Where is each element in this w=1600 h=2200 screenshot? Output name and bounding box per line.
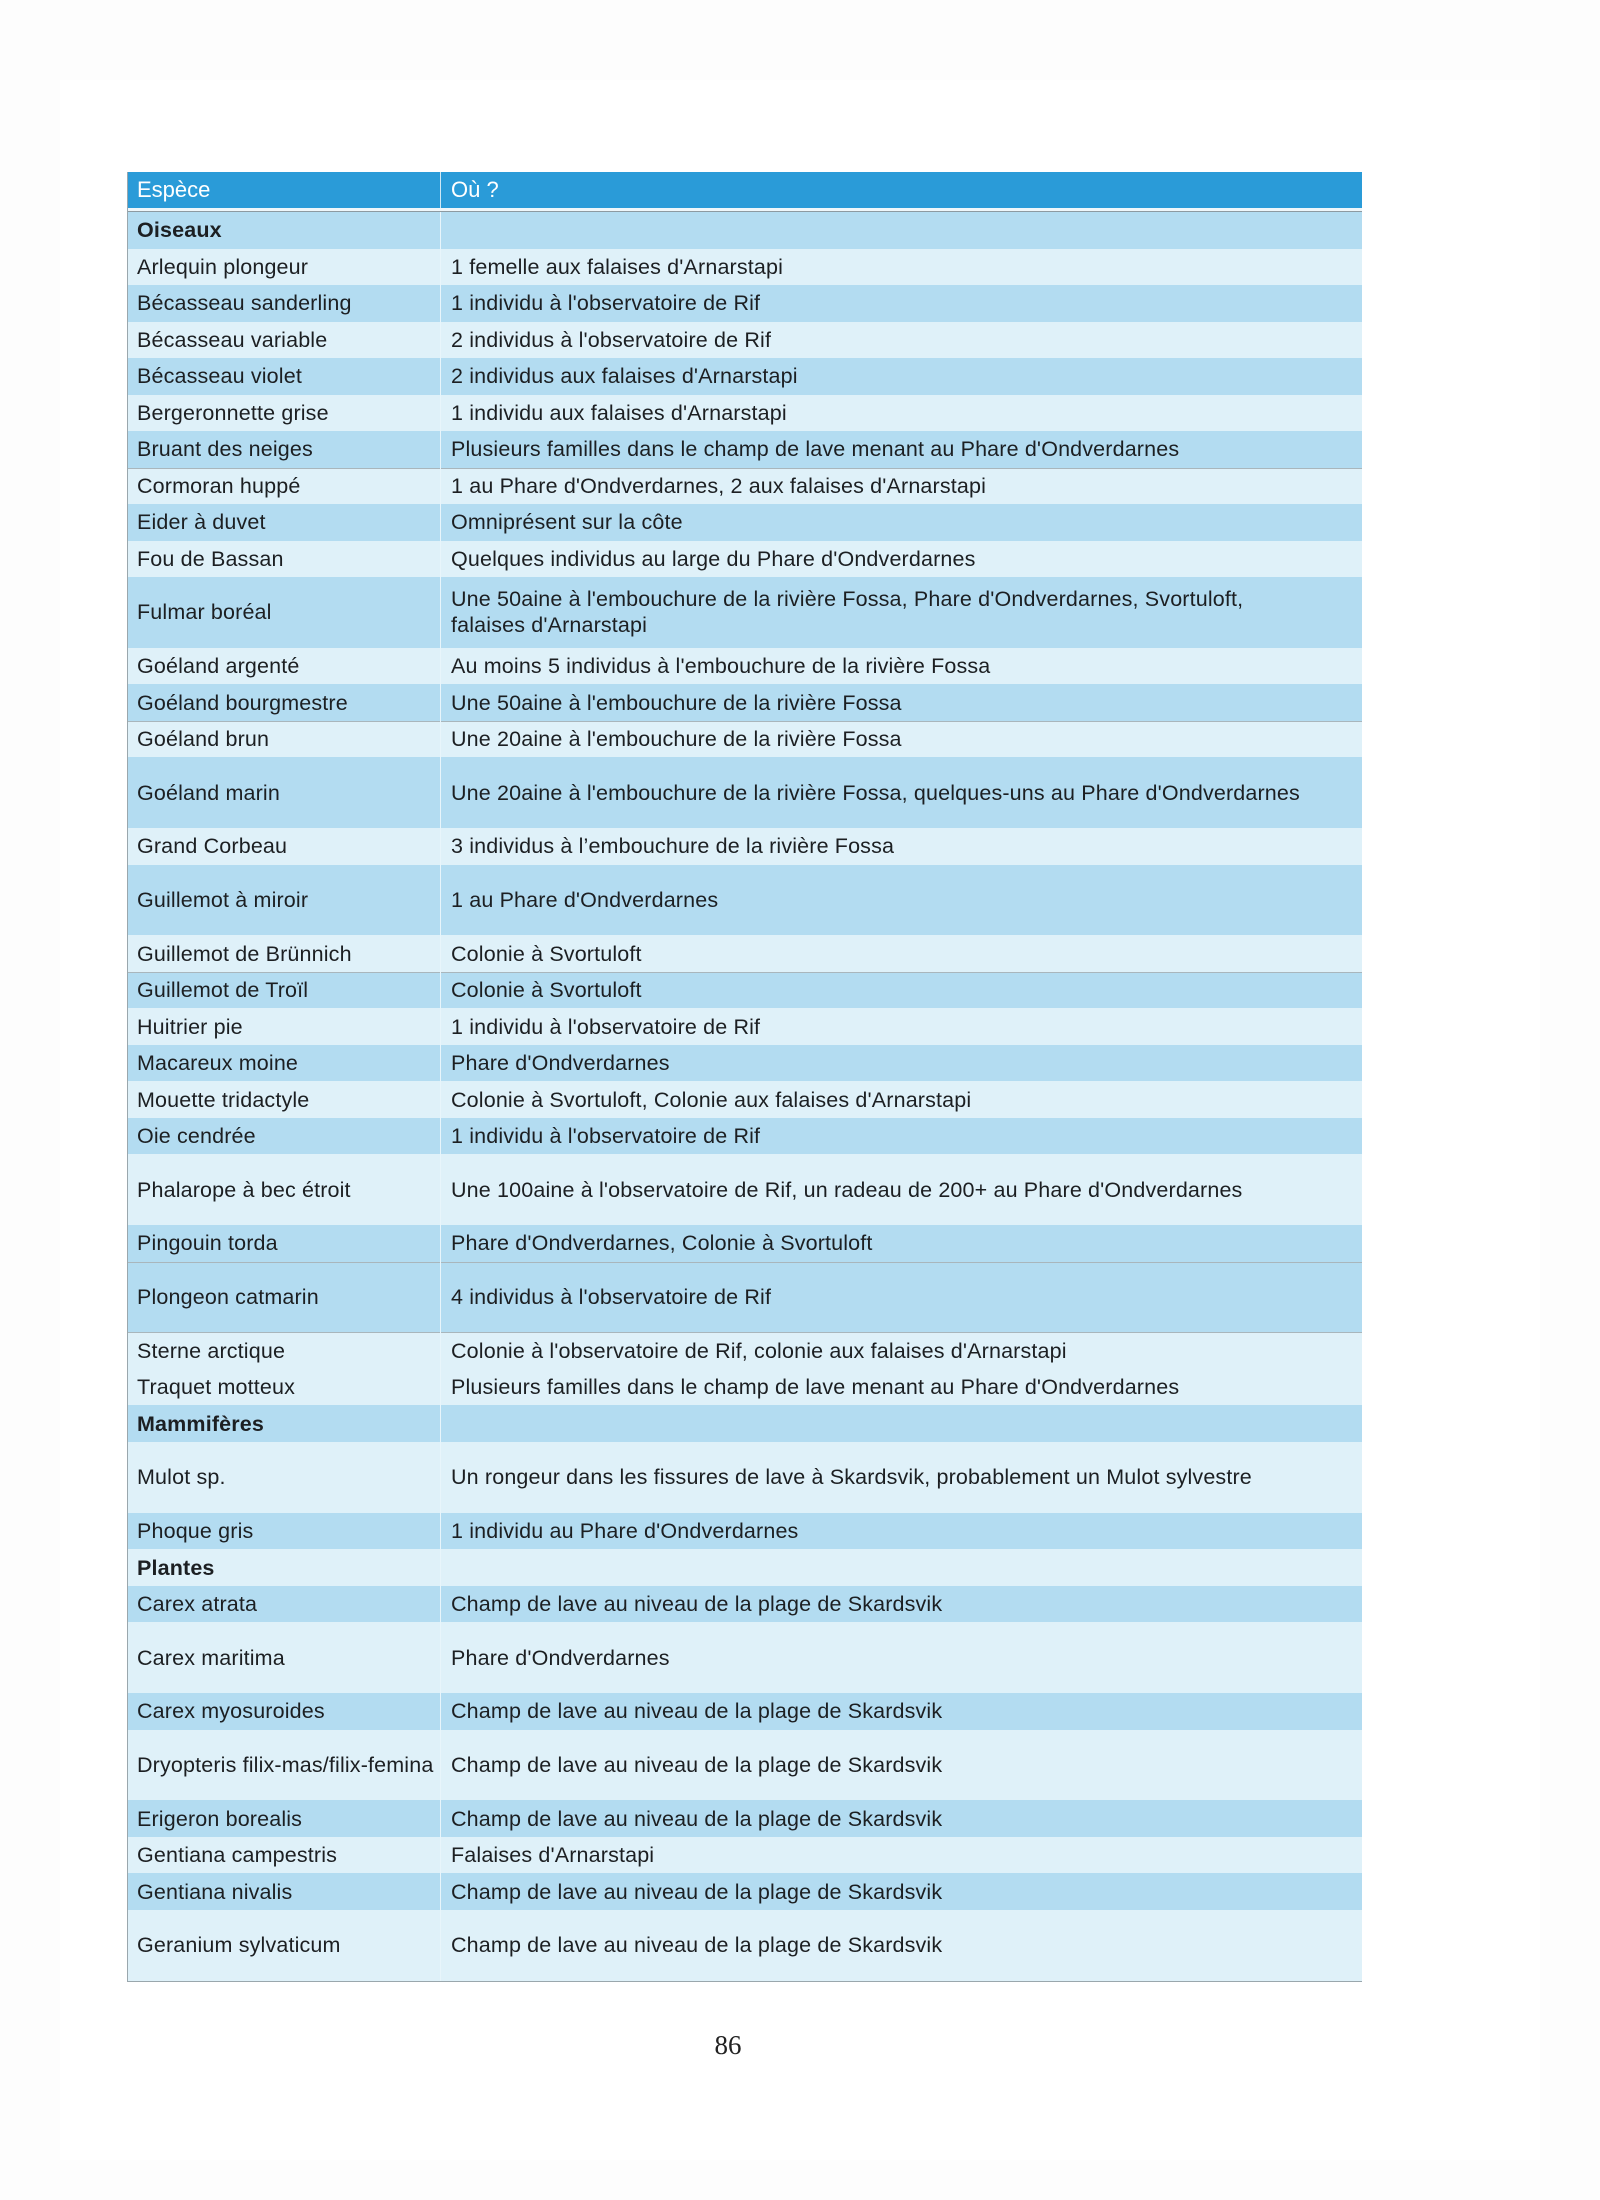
location-cell: Champ de lave au niveau de la plage de Skardsvik: [451, 1752, 943, 1777]
location-cell: Une 50aine à l'embouchure de la rivière Fossa, Phare d'Ondverdarnes, Svortuloft, falaises d'Arnarstapi: [451, 587, 1244, 638]
category-label: Plantes: [128, 1549, 441, 1586]
species-cell: Goéland bourgmestre: [128, 684, 441, 721]
page-number: 86: [714, 2030, 742, 2060]
table-row: [128, 249, 1362, 286]
table-row: [128, 1586, 1362, 1623]
table-row: [128, 1081, 1362, 1118]
table-row: [128, 828, 1362, 865]
species-cell: Guillemot de Brünnich: [128, 935, 441, 972]
location-cell: 1 au Phare d'Ondverdarnes: [451, 887, 719, 912]
species-cell: Plongeon catmarin: [128, 1262, 441, 1333]
location-cell: Au moins 5 individus à l'embouchure de la rivière Fossa: [451, 654, 991, 679]
species-cell: Bruant des neiges: [128, 431, 441, 468]
location-cell: [441, 1549, 1362, 1586]
location-cell: Omniprésent sur la côte: [451, 510, 683, 535]
location-cell: Colonie à l'observatoire de Rif, colonie aux falaises d'Arnarstapi: [451, 1338, 1067, 1363]
table-row: [128, 757, 1362, 828]
species-cell: Guillemot de Troïl: [128, 972, 441, 1009]
species-cell: Gentiana nivalis: [128, 1873, 441, 1910]
species-cell: Fulmar boréal: [128, 577, 441, 648]
table-row: [128, 721, 1362, 758]
header-species: Espèce: [128, 172, 441, 208]
table-row: [128, 358, 1362, 395]
species-cell: Macareux moine: [128, 1045, 441, 1082]
species-cell: Sterne arctique: [128, 1332, 441, 1369]
location-cell: Champ de lave au niveau de la plage de Skardsvik: [451, 1933, 943, 1958]
location-cell: Champ de lave au niveau de la plage de Skardsvik: [451, 1806, 943, 1831]
species-cell: Geranium sylvaticum: [128, 1910, 441, 1981]
species-cell: Erigeron borealis: [128, 1800, 441, 1837]
species-cell: Arlequin plongeur: [128, 249, 441, 286]
location-cell: Champ de lave au niveau de la plage de Skardsvik: [451, 1699, 943, 1724]
table-row: [128, 1910, 1362, 1981]
table-row: [128, 541, 1362, 578]
location-cell: 3 individus à l’embouchure de la rivière Fossa: [451, 834, 895, 859]
species-cell: Gentiana campestris: [128, 1837, 441, 1874]
table-row: [128, 285, 1362, 322]
table-row: [128, 1008, 1362, 1045]
location-cell: Une 20aine à l'embouchure de la rivière Fossa: [451, 727, 902, 752]
location-cell: Champ de lave au niveau de la plage de Skardsvik: [451, 1592, 943, 1617]
location-cell: [441, 212, 1362, 249]
location-cell: Quelques individus au large du Phare d'Ondverdarnes: [451, 546, 976, 571]
category-row: [128, 1549, 1362, 1586]
species-cell: Dryopteris filix-mas/filix-femina: [128, 1730, 441, 1801]
table-row: [128, 577, 1362, 648]
species-cell: Bergeronnette grise: [128, 395, 441, 432]
species-cell: Goéland argenté: [128, 648, 441, 685]
species-cell: Huitrier pie: [128, 1008, 441, 1045]
location-cell: 1 individu à l'observatoire de Rif: [451, 291, 761, 316]
location-cell: Colonie à Svortuloft: [451, 941, 642, 966]
location-cell: 2 individus aux falaises d'Arnarstapi: [451, 364, 798, 389]
table-body: [128, 212, 1362, 1981]
location-cell: Une 20aine à l'embouchure de la rivière Fossa, quelques-uns au Phare d'Ondverdarnes: [451, 780, 1300, 805]
species-cell: Pingouin torda: [128, 1225, 441, 1262]
table-row: [128, 865, 1362, 936]
table-row: [128, 1262, 1362, 1333]
table-row: [128, 1442, 1362, 1513]
species-cell: Fou de Bassan: [128, 541, 441, 578]
location-cell: Colonie à Svortuloft, Colonie aux falaises d'Arnarstapi: [451, 1087, 972, 1112]
table-row: [128, 1873, 1362, 1910]
species-cell: Goéland brun: [128, 721, 441, 758]
table-row: [128, 1118, 1362, 1155]
species-cell: Bécasseau sanderling: [128, 285, 441, 322]
location-cell: Un rongeur dans les fissures de lave à Skardsvik, probablement un Mulot sylvestre: [451, 1465, 1252, 1490]
location-cell: Colonie à Svortuloft: [451, 978, 642, 1003]
species-table: [127, 172, 1362, 1982]
location-cell: Champ de lave au niveau de la plage de Skardsvik: [451, 1879, 943, 1904]
location-cell: 1 au Phare d'Ondverdarnes, 2 aux falaises d'Arnarstapi: [451, 473, 987, 498]
location-cell: 1 individu à l'observatoire de Rif: [451, 1014, 761, 1039]
species-cell: Carex maritima: [128, 1622, 441, 1693]
location-cell: Falaises d'Arnarstapi: [451, 1843, 655, 1868]
table-row: [128, 504, 1362, 541]
location-cell: 1 individu aux falaises d'Arnarstapi: [451, 400, 787, 425]
table-row: [128, 431, 1362, 468]
species-cell: Mulot sp.: [128, 1442, 441, 1513]
table-row: [128, 1225, 1362, 1262]
species-cell: Cormoran huppé: [128, 468, 441, 505]
category-label: Oiseaux: [128, 212, 441, 249]
table-row: [128, 1332, 1362, 1369]
table-row: [128, 1693, 1362, 1730]
species-cell: Guillemot à miroir: [128, 865, 441, 936]
table-row: [128, 1800, 1362, 1837]
table-row: [128, 684, 1362, 721]
species-cell: Carex atrata: [128, 1586, 441, 1623]
table-row: [128, 395, 1362, 432]
table-row: [128, 322, 1362, 359]
location-cell: 1 individu au Phare d'Ondverdarnes: [451, 1519, 799, 1544]
location-cell: Une 100aine à l'observatoire de Rif, un radeau de 200+ au Phare d'Ondverdarnes: [451, 1177, 1243, 1202]
table-row: [128, 648, 1362, 685]
location-cell: [441, 1405, 1362, 1442]
category-row: [128, 212, 1362, 249]
location-cell: Phare d'Ondverdarnes: [451, 1051, 670, 1076]
species-cell: Mouette tridactyle: [128, 1081, 441, 1118]
species-cell: Eider à duvet: [128, 504, 441, 541]
location-cell: Plusieurs familles dans le champ de lave menant au Phare d'Ondverdarnes: [451, 437, 1180, 462]
table-row: [128, 1513, 1362, 1550]
species-cell: Bécasseau violet: [128, 358, 441, 395]
header-where: Où ?: [451, 177, 499, 202]
location-cell: 1 individu à l'observatoire de Rif: [451, 1124, 761, 1149]
location-cell: Plusieurs familles dans le champ de lave menant au Phare d'Ondverdarnes: [451, 1375, 1180, 1400]
location-cell: Phare d'Ondverdarnes: [451, 1645, 670, 1670]
species-cell: Oie cendrée: [128, 1118, 441, 1155]
species-cell: Goéland marin: [128, 757, 441, 828]
table-row: [128, 1622, 1362, 1693]
table-row: [128, 1045, 1362, 1082]
location-cell: Une 50aine à l'embouchure de la rivière Fossa: [451, 690, 902, 715]
species-cell: Phalarope à bec étroit: [128, 1154, 441, 1225]
table-row: [128, 1154, 1362, 1225]
location-cell: 4 individus à l'observatoire de Rif: [451, 1285, 772, 1310]
table-row: [128, 935, 1362, 972]
species-cell: Phoque gris: [128, 1513, 441, 1550]
location-cell: 1 femelle aux falaises d'Arnarstapi: [451, 254, 784, 279]
table-row: [128, 468, 1362, 505]
location-cell: Phare d'Ondverdarnes, Colonie à Svortuloft: [451, 1231, 873, 1256]
species-cell: Carex myosuroides: [128, 1693, 441, 1730]
location-cell: 2 individus à l'observatoire de Rif: [451, 327, 772, 352]
species-cell: Traquet motteux: [128, 1369, 441, 1406]
table-row: [128, 1837, 1362, 1874]
table-row: [128, 1730, 1362, 1801]
table-row: [128, 1369, 1362, 1406]
species-cell: Grand Corbeau: [128, 828, 441, 865]
category-row: [128, 1405, 1362, 1442]
table-row: [128, 972, 1362, 1009]
table-header: [128, 172, 1362, 211]
category-label: Mammifères: [128, 1405, 441, 1442]
species-cell: Bécasseau variable: [128, 322, 441, 359]
